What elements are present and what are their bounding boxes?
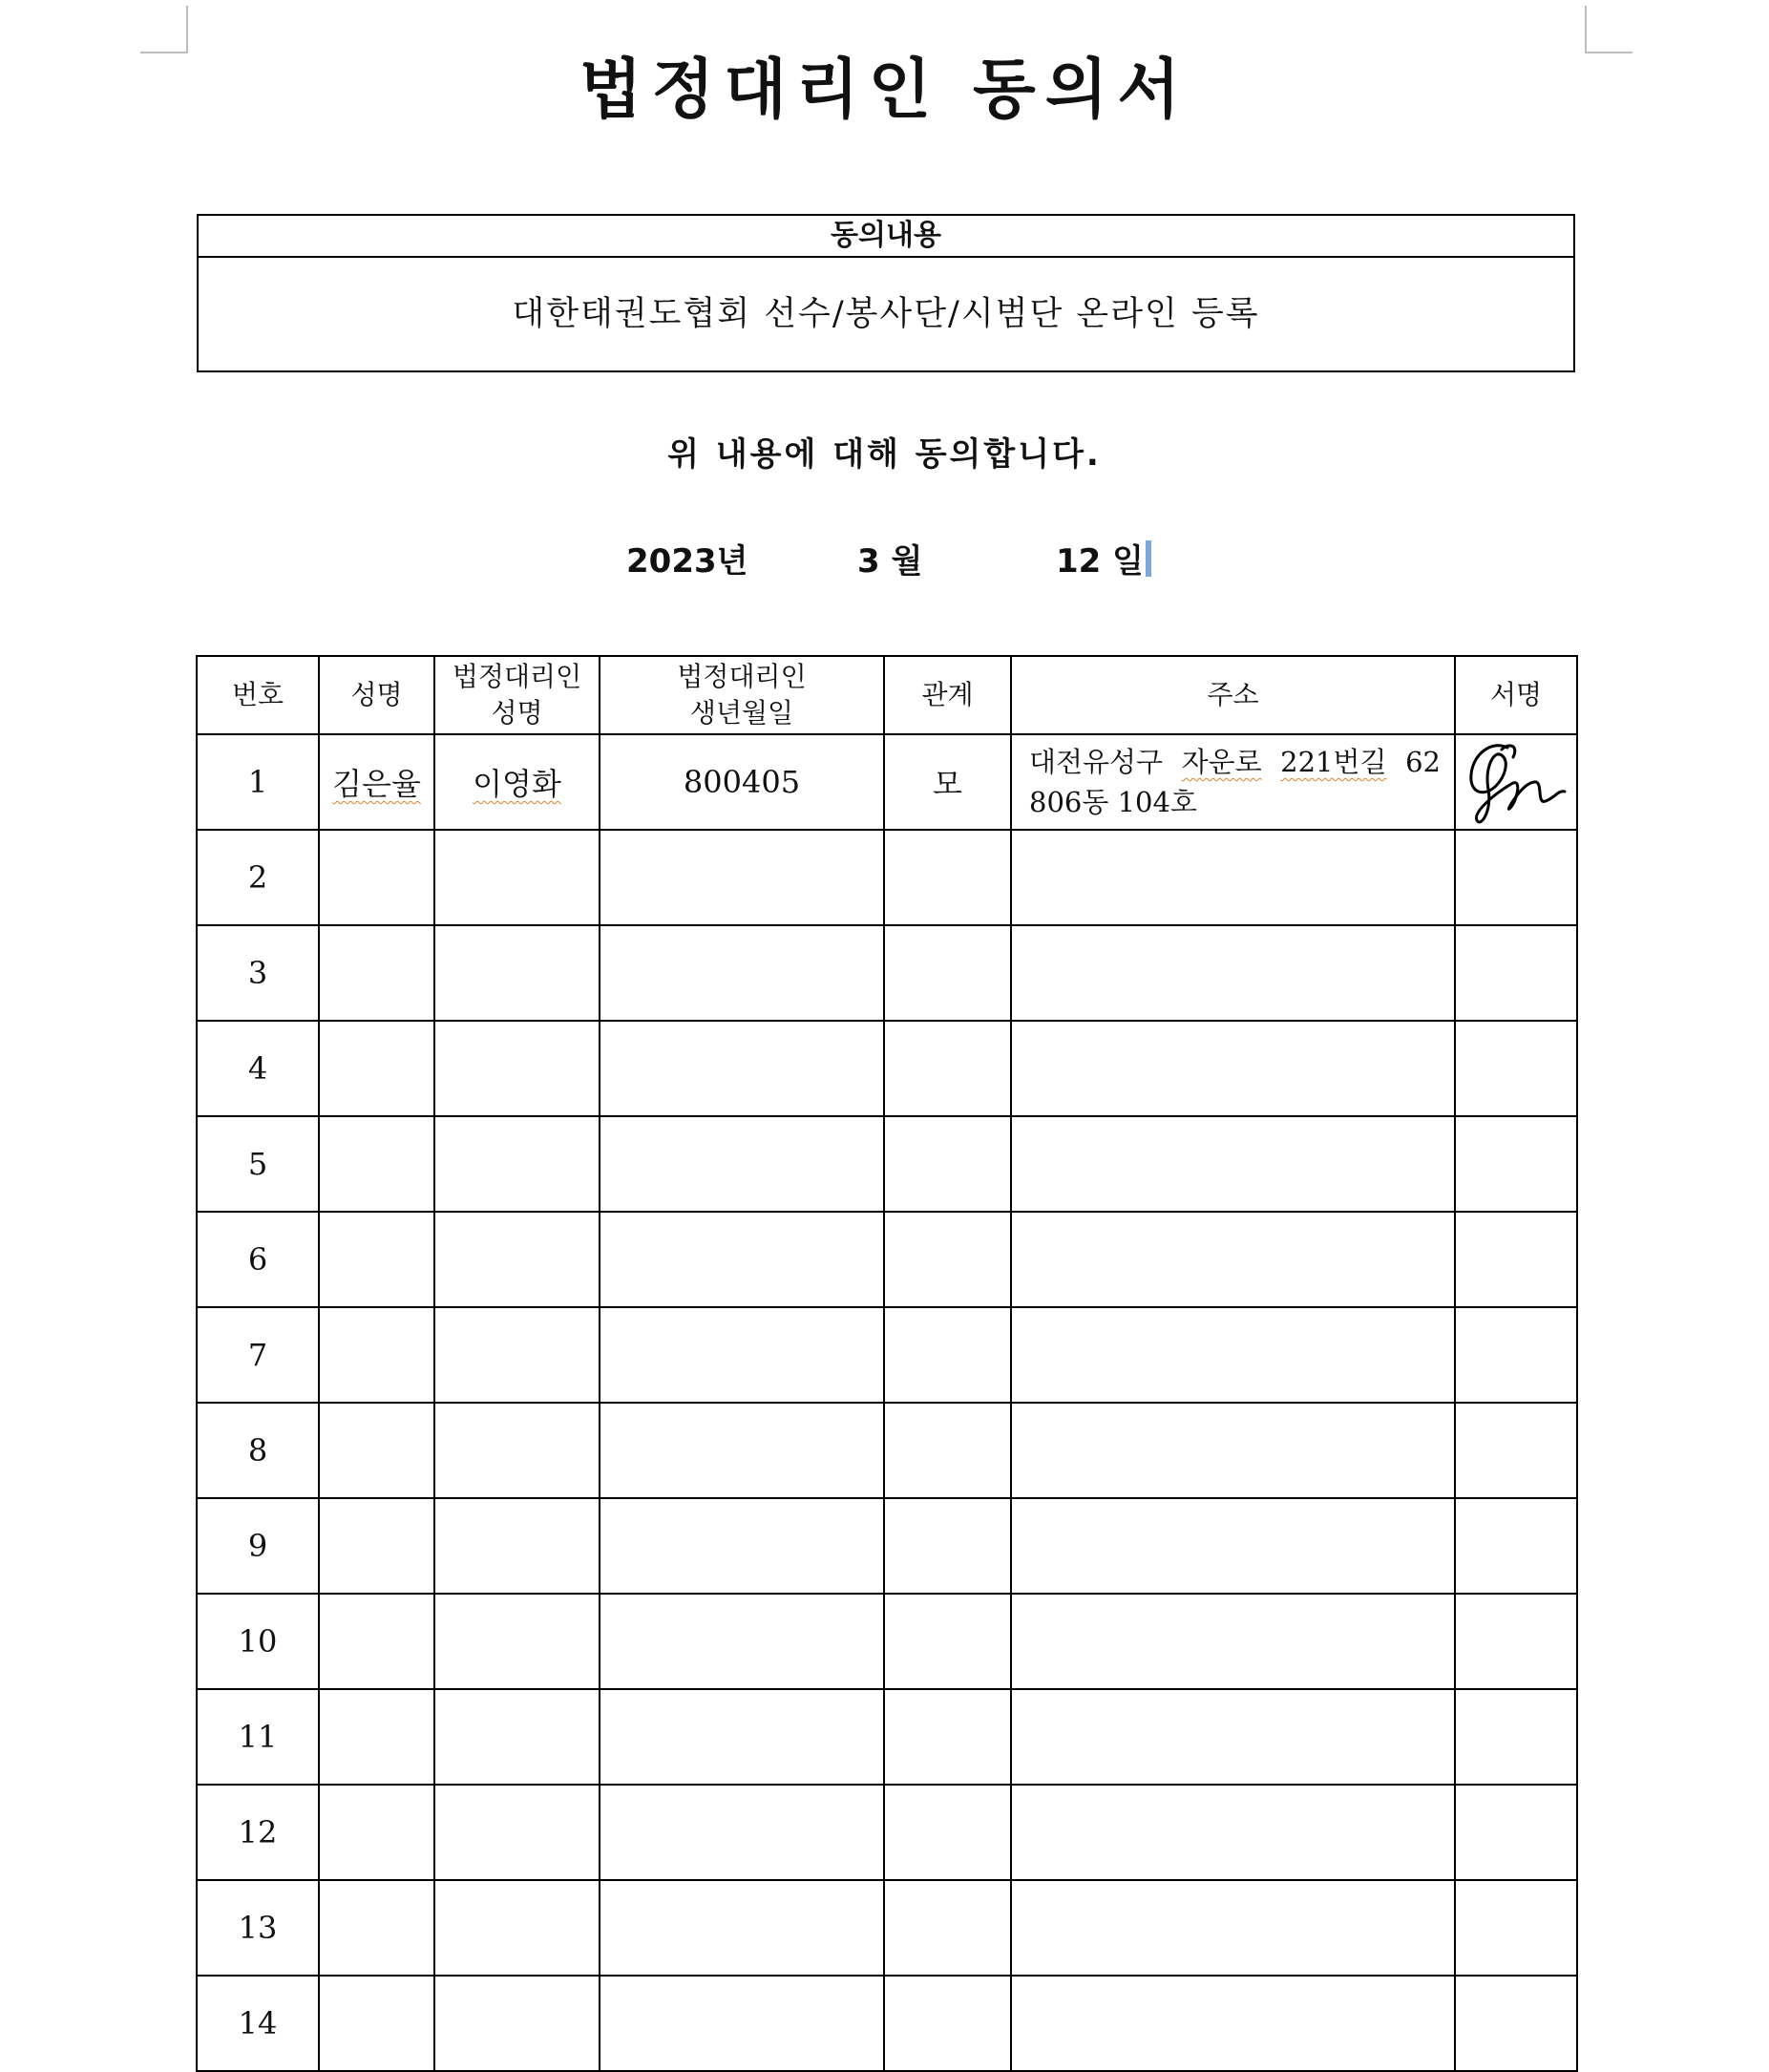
cell-relation[interactable] (884, 830, 1011, 925)
cell-name[interactable] (319, 1880, 434, 1976)
header-guardian-name-line2: 성명 (491, 697, 543, 729)
cell-number[interactable]: 4 (197, 1021, 319, 1116)
cell-address[interactable] (1011, 830, 1455, 925)
cell-name[interactable] (319, 1116, 434, 1212)
cell-name[interactable] (319, 1021, 434, 1116)
cell-signature[interactable] (1455, 830, 1577, 925)
table-row (197, 1116, 1577, 1212)
table-row (197, 734, 1577, 830)
cell-number[interactable]: 12 (197, 1785, 319, 1880)
cell-guardian-name[interactable] (434, 734, 600, 830)
cell-number[interactable]: 9 (197, 1498, 319, 1594)
cell-guardian-name-text: 이영화 (473, 766, 561, 802)
cell-guardian-birth[interactable] (600, 1785, 884, 1880)
cell-signature[interactable] (1455, 925, 1577, 1021)
cell-address[interactable] (1011, 734, 1455, 830)
cell-signature[interactable] (1455, 1498, 1577, 1594)
cell-relation[interactable] (884, 1116, 1011, 1212)
cell-guardian-birth[interactable] (600, 1689, 884, 1785)
table-header-row (197, 656, 1577, 734)
cell-signature[interactable] (1455, 1594, 1577, 1689)
header-address: 주소 (1011, 656, 1455, 734)
table-row (197, 1403, 1577, 1498)
cell-name[interactable] (319, 734, 434, 830)
cell-relation[interactable] (884, 1594, 1011, 1689)
cell-guardian-name[interactable] (434, 1976, 600, 2071)
cell-relation[interactable] (884, 1021, 1011, 1116)
cell-guardian-birth[interactable] (600, 1976, 884, 2071)
cell-signature[interactable] (1455, 1307, 1577, 1403)
cell-guardian-birth[interactable] (600, 1021, 884, 1116)
header-guardian-name-line1: 법정대리인 (452, 661, 582, 692)
cell-number[interactable]: 6 (197, 1212, 319, 1307)
cell-guardian-name[interactable] (434, 1498, 600, 1594)
date-day[interactable]: 12 일 (1056, 542, 1144, 581)
cell-signature[interactable] (1455, 1689, 1577, 1785)
cell-number[interactable]: 13 (197, 1880, 319, 1976)
cell-guardian-name[interactable] (434, 1116, 600, 1212)
consent-box (197, 214, 1575, 372)
document-title: 법정대리인 동의서 (579, 53, 1190, 128)
cell-number[interactable]: 10 (197, 1594, 319, 1689)
cell-signature[interactable] (1455, 1212, 1577, 1307)
table-row (197, 1498, 1577, 1594)
cell-address[interactable] (1011, 1785, 1455, 1880)
cell-name[interactable] (319, 1403, 434, 1498)
cell-guardian-birth[interactable]: 800405 (600, 734, 884, 830)
cell-relation[interactable] (884, 1880, 1011, 1976)
address-line1 (1029, 742, 1441, 782)
cell-number[interactable]: 3 (197, 925, 319, 1021)
cell-address[interactable] (1011, 1403, 1455, 1498)
cell-name[interactable] (319, 1307, 434, 1403)
cell-number[interactable]: 14 (197, 1976, 319, 2071)
consent-body[interactable]: 대한태권도협회 선수/봉사단/시범단 온라인 등록 (512, 295, 1260, 333)
cell-relation[interactable] (884, 1785, 1011, 1880)
cell-signature[interactable] (1455, 1976, 1577, 2071)
cell-name[interactable] (319, 925, 434, 1021)
address-part-building: 62 (1405, 746, 1441, 778)
cell-name-text: 김은율 (332, 766, 421, 802)
agreement-statement: 위 내용에 대해 동의합니다. (667, 435, 1102, 474)
handwritten-signature (1464, 736, 1569, 828)
cell-guardian-birth[interactable] (600, 1116, 884, 1212)
cell-address[interactable] (1011, 925, 1455, 1021)
cell-address[interactable] (1011, 1307, 1455, 1403)
cell-relation[interactable] (884, 1307, 1011, 1403)
table-row (197, 1212, 1577, 1307)
cell-guardian-birth[interactable] (600, 1498, 884, 1594)
cell-relation[interactable] (884, 1498, 1011, 1594)
cell-relation[interactable] (884, 1976, 1011, 2071)
cell-number[interactable]: 5 (197, 1116, 319, 1212)
cell-guardian-name[interactable] (434, 1785, 600, 1880)
date-year[interactable]: 2023년 (626, 542, 748, 581)
cell-number[interactable]: 2 (197, 830, 319, 925)
cell-signature[interactable] (1455, 1116, 1577, 1212)
header-number: 번호 (197, 656, 319, 734)
table-row (197, 1880, 1577, 1976)
cell-relation[interactable]: 모 (884, 734, 1011, 830)
cell-number[interactable]: 7 (197, 1307, 319, 1403)
cell-name[interactable] (319, 830, 434, 925)
header-guardian-birth (600, 656, 884, 734)
cell-name[interactable] (319, 1212, 434, 1307)
table-row (197, 1785, 1577, 1880)
cell-number[interactable]: 1 (197, 734, 319, 830)
cell-guardian-name[interactable] (434, 1594, 600, 1689)
table-row (197, 1689, 1577, 1785)
cell-guardian-birth[interactable] (600, 1212, 884, 1307)
address-part-city: 대전유성구 (1029, 746, 1164, 778)
header-guardian-name (434, 656, 600, 734)
cell-relation[interactable] (884, 925, 1011, 1021)
cell-name[interactable] (319, 1689, 434, 1785)
cell-signature[interactable] (1455, 1880, 1577, 1976)
cell-guardian-birth[interactable] (600, 1307, 884, 1403)
cell-address[interactable] (1011, 1880, 1455, 1976)
cell-guardian-name[interactable] (434, 1403, 600, 1498)
address-line2: 806동 104호 (1029, 786, 1197, 818)
cell-guardian-name[interactable] (434, 1021, 600, 1116)
address-part-number-text: 221번길 (1280, 746, 1387, 778)
cell-guardian-name[interactable] (434, 830, 600, 925)
cell-guardian-birth[interactable] (600, 830, 884, 925)
cell-name[interactable] (319, 1785, 434, 1880)
address-part-road: 자운로 (1181, 746, 1262, 778)
guardian-table (196, 655, 1578, 2072)
table-row (197, 830, 1577, 925)
table-row (197, 1307, 1577, 1403)
header-relation: 관계 (884, 656, 1011, 734)
cell-relation[interactable] (884, 1689, 1011, 1785)
cell-name[interactable] (319, 1976, 434, 2071)
cell-address[interactable] (1011, 1976, 1455, 2071)
cell-guardian-name[interactable] (434, 1307, 600, 1403)
table-row (197, 1976, 1577, 2071)
header-guardian-birth-line1: 법정대리인 (677, 661, 807, 692)
cell-guardian-birth[interactable] (600, 1880, 884, 1976)
text-cursor (1146, 540, 1151, 577)
cell-address[interactable] (1011, 1594, 1455, 1689)
header-name: 성명 (319, 656, 434, 734)
cell-number[interactable]: 8 (197, 1403, 319, 1498)
cell-signature[interactable] (1455, 734, 1577, 830)
cell-relation[interactable] (884, 1212, 1011, 1307)
cell-guardian-name[interactable] (434, 1880, 600, 1976)
cell-guardian-name[interactable] (434, 925, 600, 1021)
table-row (197, 1021, 1577, 1116)
consent-header: 동의내용 (199, 216, 1573, 258)
table-row (197, 1594, 1577, 1689)
cell-guardian-name[interactable] (434, 1689, 600, 1785)
date-month[interactable]: 3 월 (857, 542, 923, 581)
cell-number[interactable]: 11 (197, 1689, 319, 1785)
cell-signature[interactable] (1455, 1021, 1577, 1116)
cell-address[interactable] (1011, 1021, 1455, 1116)
table-row (197, 925, 1577, 1021)
cell-name[interactable] (319, 1498, 434, 1594)
cell-signature[interactable] (1455, 1403, 1577, 1498)
cell-signature[interactable] (1455, 1785, 1577, 1880)
header-signature: 서명 (1455, 656, 1577, 734)
cell-address[interactable] (1011, 1212, 1455, 1307)
cell-guardian-birth[interactable] (600, 925, 884, 1021)
cell-name[interactable] (319, 1594, 434, 1689)
cell-guardian-birth[interactable] (600, 1594, 884, 1689)
cell-address[interactable] (1011, 1689, 1455, 1785)
cell-relation[interactable] (884, 1403, 1011, 1498)
cell-address[interactable] (1011, 1116, 1455, 1212)
header-guardian-birth-line2: 생년월일 (689, 697, 794, 729)
cell-guardian-name[interactable] (434, 1212, 600, 1307)
address-part-number (1280, 742, 1386, 782)
cell-guardian-birth[interactable] (600, 1403, 884, 1498)
cell-address[interactable] (1011, 1498, 1455, 1594)
